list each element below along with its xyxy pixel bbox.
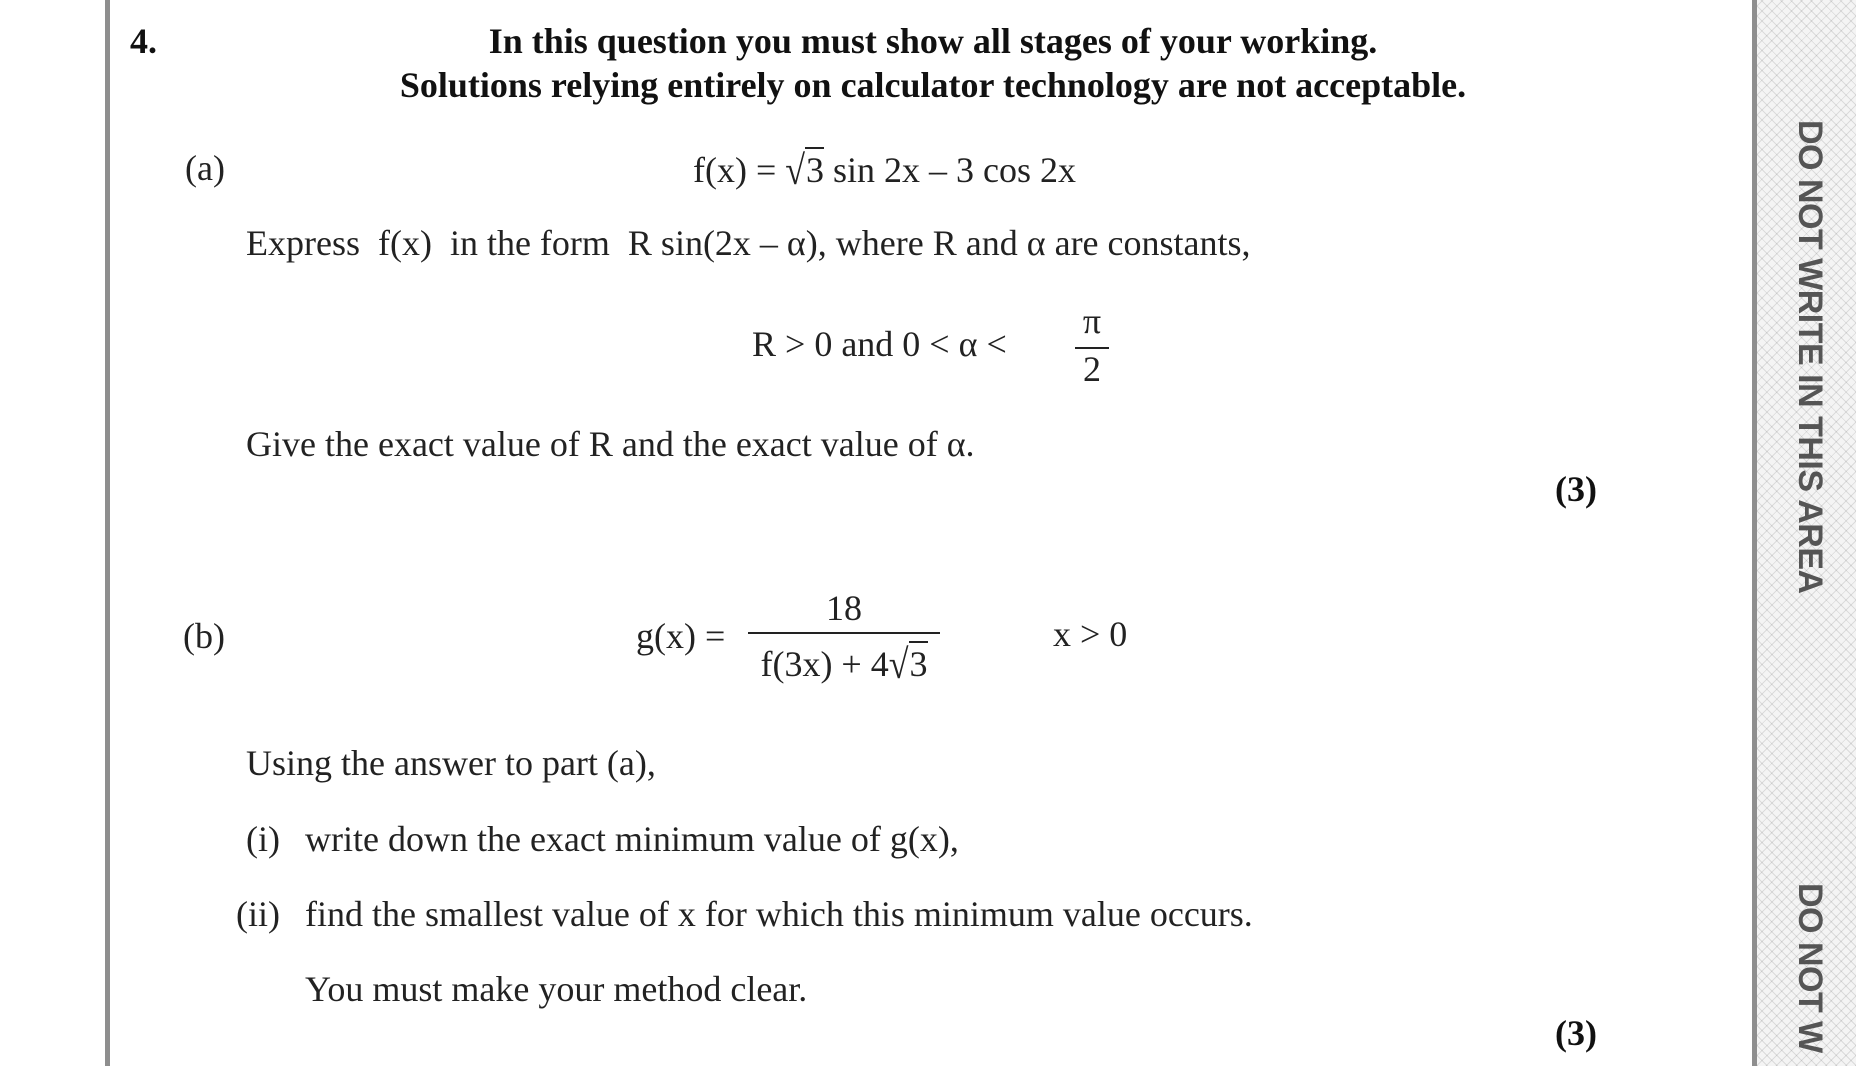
sqrt3: √3 bbox=[785, 147, 825, 193]
g-numerator: 18 bbox=[826, 588, 862, 628]
left-margin-line bbox=[105, 0, 110, 1066]
part-b-label: (b) bbox=[183, 616, 225, 656]
g-den-sqrt3: √3 bbox=[888, 641, 928, 687]
g-den-radicand: 3 bbox=[909, 641, 928, 685]
g-fraction-line bbox=[748, 632, 940, 634]
using-line: Using the answer to part (a), bbox=[246, 743, 656, 783]
express-1: Express bbox=[246, 223, 360, 263]
g-denominator bbox=[746, 641, 942, 685]
gx-lhs: g(x) = bbox=[636, 616, 726, 656]
express-line bbox=[246, 222, 1251, 264]
instruction-line-2: Solutions relying entirely on calculator technology are not acceptable. bbox=[399, 65, 1467, 105]
do-not-write-label: DO NOT WRITE IN THIS AREA bbox=[1791, 120, 1829, 594]
condition-left: R > 0 and 0 < α < bbox=[752, 324, 1007, 364]
do-not-write-label-partial: DO NOT W bbox=[1791, 883, 1829, 1053]
question-number: 4. bbox=[130, 21, 157, 61]
item-i-text: write down the exact minimum value of g(x), bbox=[305, 819, 959, 859]
express-fx: f(x) bbox=[377, 223, 432, 263]
fx-lhs: f(x) = bbox=[693, 150, 777, 190]
express-2: in the form bbox=[449, 223, 610, 263]
g-den-text: f(3x) + 4 bbox=[760, 644, 889, 684]
fx-rest: sin 2x – 3 cos 2x bbox=[833, 150, 1077, 190]
item-i-label: (i) bbox=[246, 819, 280, 859]
item-ii-text: find the smallest value of x for which this minimum value occurs. bbox=[305, 894, 1253, 934]
give-exact-line: Give the exact value of R and the exact value of α. bbox=[246, 424, 975, 464]
part-a-label: (a) bbox=[185, 148, 225, 188]
sqrt3-radicand: 3 bbox=[805, 147, 824, 191]
pi-numerator: π bbox=[1082, 301, 1102, 341]
x-condition: x > 0 bbox=[1053, 614, 1128, 654]
marks-a: (3) bbox=[1555, 469, 1597, 509]
express-form: R sin(2x – α), bbox=[627, 223, 827, 263]
fx-equation bbox=[693, 147, 1076, 191]
pi-denominator: 2 bbox=[1083, 349, 1101, 389]
item-ii-label: (ii) bbox=[236, 894, 280, 934]
instruction-line-1: In this question you must show all stages of your working. bbox=[488, 21, 1378, 61]
express-3: where R and α are constants, bbox=[835, 223, 1251, 263]
method-line: You must make your method clear. bbox=[305, 969, 808, 1009]
marks-b: (3) bbox=[1555, 1013, 1597, 1053]
